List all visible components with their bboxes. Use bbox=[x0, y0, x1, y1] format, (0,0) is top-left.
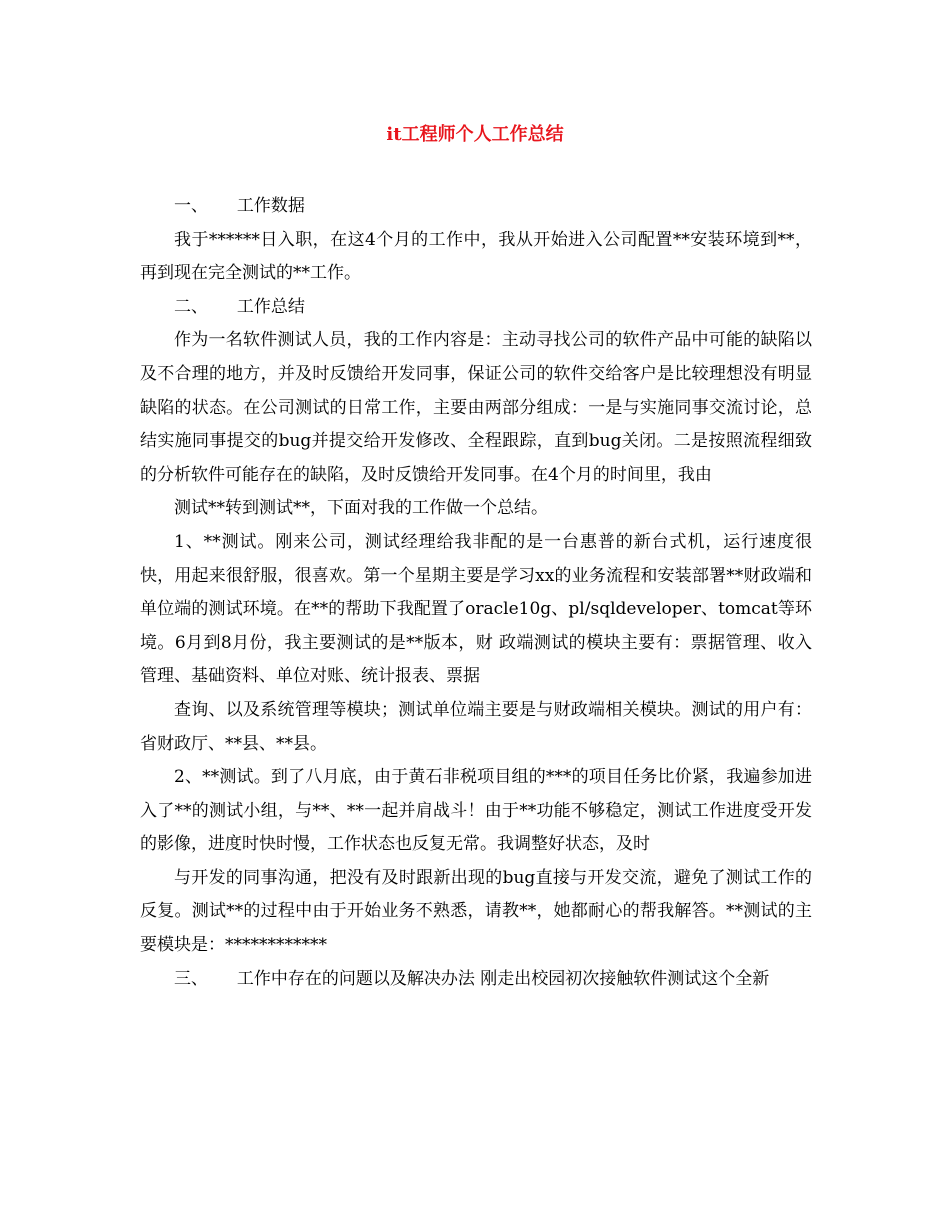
section-title-2: 工作总结 bbox=[236, 296, 305, 317]
document-title: it工程师个人工作总结 bbox=[386, 124, 564, 145]
section-number-2: 二、 bbox=[174, 296, 208, 317]
section-number-3: 三、 bbox=[174, 968, 208, 989]
paragraph-5: 查询、以及系统管理等模块；测试单位端主要是与财政端相关模块。测试的用户有：省财政厅、**县、**县。 bbox=[140, 699, 812, 754]
section-number-1: 一、 bbox=[174, 196, 208, 216]
section-heading-3 bbox=[140, 963, 812, 997]
paragraph-4: 1、**测试。刚来公司，测试经理给我非配的是一台惠普的新台式机，运行速度很快，用起来很舒服，很喜欢。第一个星期主要是学习xx的业务流程和安装部署**财政端和单位端的测试环境。在**的帮助下我配置了oracle10g、pl/sqldeveloper、tomcat等环境。6月到8月份，我主要测试的是**版本，财 政端测试的模块主要有：票据管理、收入管理、基础资料、单位对账、统计报表、票据 bbox=[140, 531, 812, 687]
document-body bbox=[140, 190, 812, 996]
paragraph-3: 测试**转到测试**，下面对我的工作做一个总结。 bbox=[174, 498, 548, 519]
paragraph-2: 作为一名软件测试人员，我的工作内容是：主动寻找公司的软件产品中可能的缺陷以及不合理的地方，并及时反馈给开发同事，保证公司的软件交给客户是比较理想没有明显缺陷的状态。在公司测试的日常工作，主要由两部分组成：一是与实施同事交流讨论，总 结实施同事提交的bug并提交给开发修改、全程跟踪，直到bug关闭。二是按照流程细致的分析软件可能存在的缺陷，及时反馈给开发同事。在4个月的时间里，我由 bbox=[140, 330, 812, 485]
paragraph-1: 我于******日入职，在这4个月的工作中，我从开始进入公司配置**安装环境到**，再到现在完全测试的**工作。 bbox=[140, 229, 812, 284]
section-heading-1 bbox=[140, 190, 812, 224]
paragraph-6: 2、**测试。到了八月底，由于黄石非税项目组的***的项目任务比价紧，我遍参加进入了**的测试小组，与**、**一起并肩战斗！由于**功能不够稳定，测试工作进度受开发的影像，进度时快时慢，工作状态也反复无常。我调整好状态，及时 bbox=[140, 767, 812, 855]
section-title-3: 工作中存在的问题以及解决办法 刚走出校园初次接触软件测试这个全新 bbox=[236, 968, 770, 989]
section-title-1: 工作数据 bbox=[236, 196, 305, 216]
paragraph-7: 与开发的同事沟通，把没有及时跟新出现的bug直接与开发交流，避免了测试工作的反复。测试**的过程中由于开始业务不熟悉，请教**，她都耐心的帮我解答。**测试的主要模块是：************ bbox=[140, 867, 812, 956]
section-heading-2 bbox=[140, 291, 812, 325]
